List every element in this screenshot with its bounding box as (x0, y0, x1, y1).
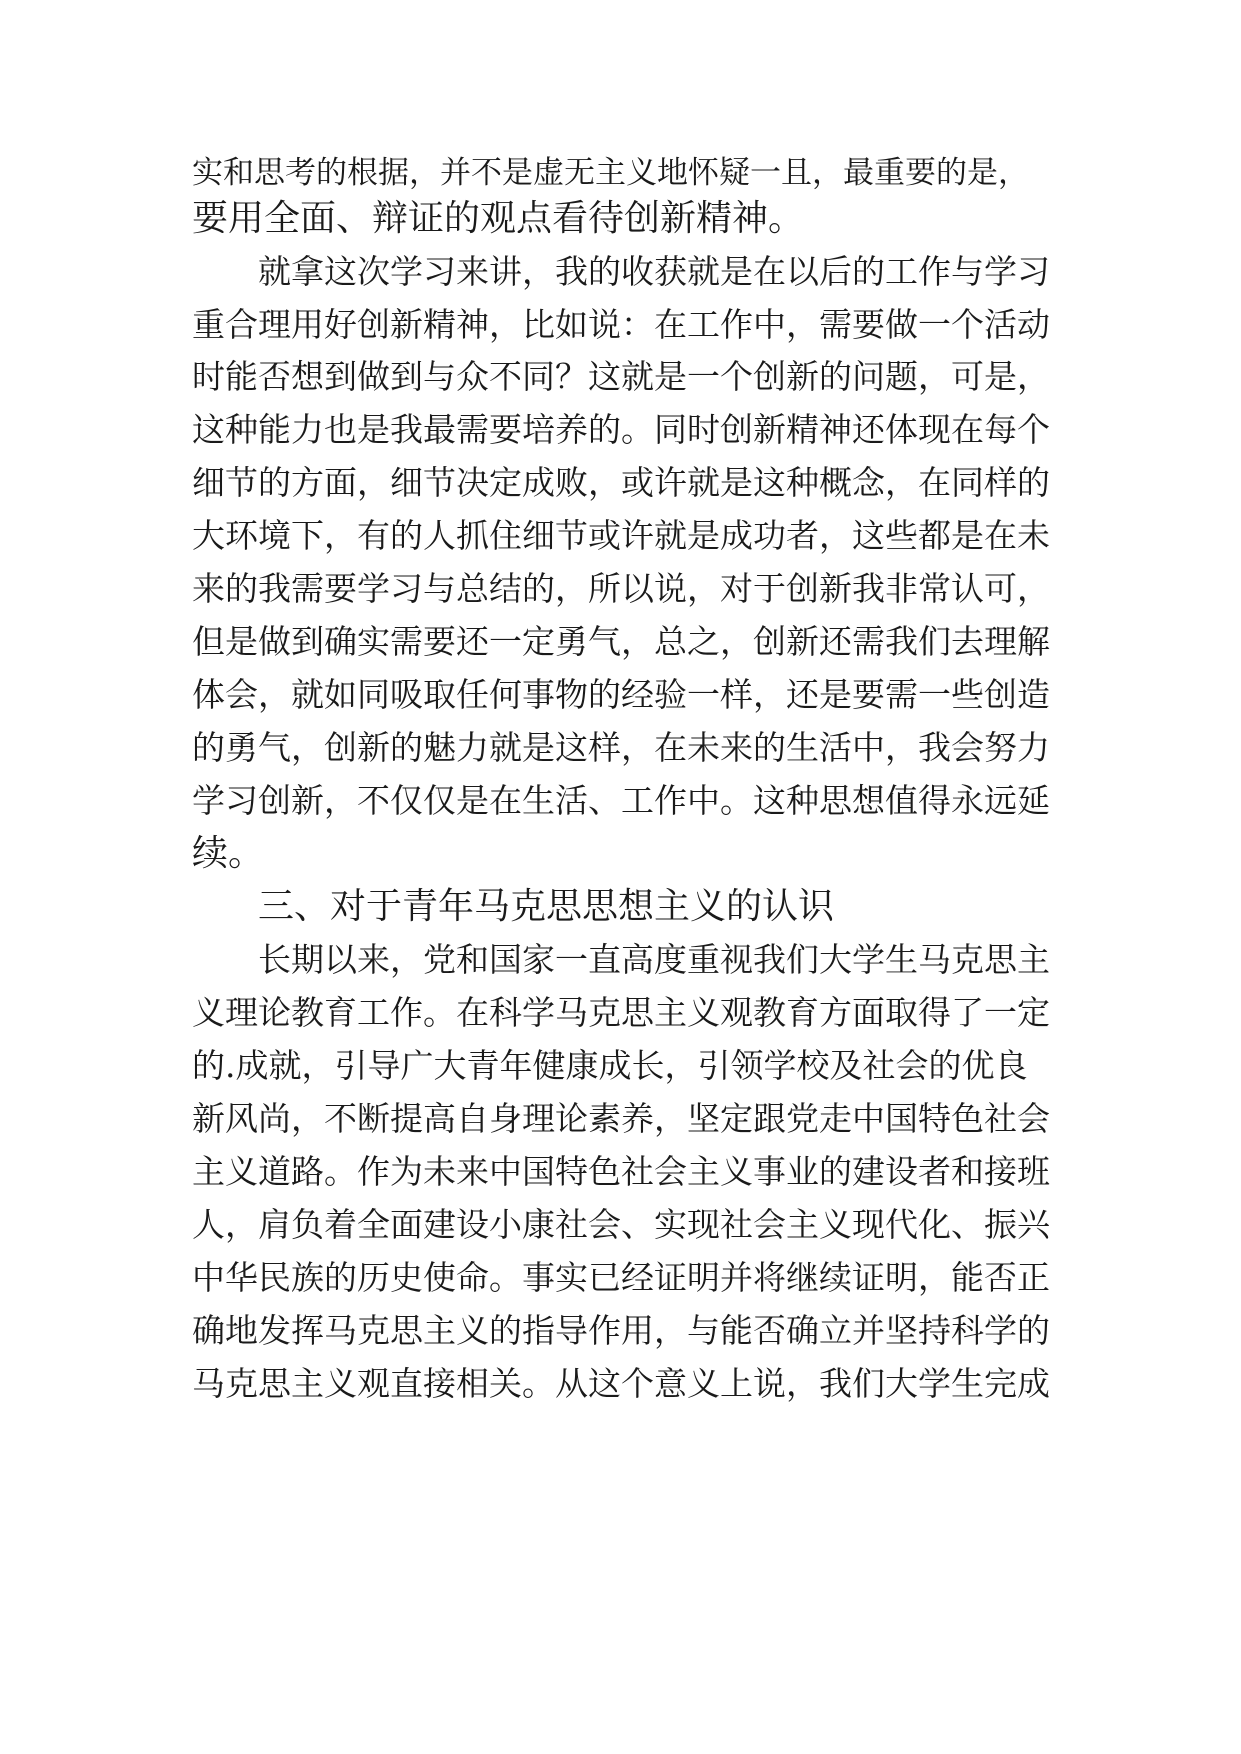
text-line: 实和思考的根据，并不是虚无主义地怀疑一且，最重要的是， (192, 155, 1029, 191)
text-line: 的.成就，引导广大青年健康成长，引领学校及社会的优良 (192, 1046, 1028, 1085)
paragraph-first-line: 就拿这次学习来讲，我的收获就是在以后的工作与学习 (258, 252, 1050, 291)
text-line: 体会，就如同吸取任何事物的经验一样，还是要需一些创造 (192, 675, 1050, 714)
text-line: 要用全面、辩证的观点看待创新精神。 (192, 198, 805, 239)
text-line: 重合理用好创新精神，比如说：在工作中，需要做一个活动 (192, 305, 1050, 344)
text-line: 大环境下，有的人抓住细节或许就是成功者，这些都是在未 (192, 516, 1050, 555)
text-line: 马克思主义观直接相关。从这个意义上说，我们大学生完成 (192, 1364, 1050, 1403)
text-line: 的勇气，创新的魅力就是这样，在未来的生活中，我会努力 (192, 728, 1050, 767)
paragraph-first-line: 长期以来，党和国家一直高度重视我们大学生马克思主 (258, 940, 1050, 979)
text-line: 这种能力也是我最需要培养的。同时创新精神还体现在每个 (192, 410, 1050, 449)
text-line: 细节的方面，细节决定成败，或许就是这种概念，在同样的 (192, 463, 1050, 502)
section-heading: 三、对于青年马克思思想主义的认识 (258, 886, 835, 927)
text-line: 义理论教育工作。在科学马克思主义观教育方面取得了一定 (192, 993, 1050, 1032)
text-line: 学习创新，不仅仅是在生活、工作中。这种思想值得永远延 (192, 781, 1050, 820)
text-line: 新风尚，不断提高自身理论素养，坚定跟党走中国特色社会 (192, 1099, 1050, 1138)
text-line: 确地发挥马克思主义的指导作用，与能否确立并坚持科学的 (192, 1311, 1050, 1350)
text-line: 但是做到确实需要还一定勇气，总之，创新还需我们去理解 (192, 622, 1050, 661)
text-line: 来的我需要学习与总结的，所以说，对于创新我非常认可， (192, 569, 1050, 608)
text-line: 中华民族的历史使命。事实已经证明并将继续证明，能否正 (192, 1258, 1050, 1297)
text-line: 主义道路。作为未来中国特色社会主义事业的建设者和接班 (192, 1152, 1050, 1191)
text-line: 续。 (192, 833, 265, 874)
text-line: 时能否想到做到与众不同？这就是一个创新的问题，可是， (192, 357, 1050, 396)
text-line: 人，肩负着全面建设小康社会、实现社会主义现代化、振兴 (192, 1205, 1050, 1244)
